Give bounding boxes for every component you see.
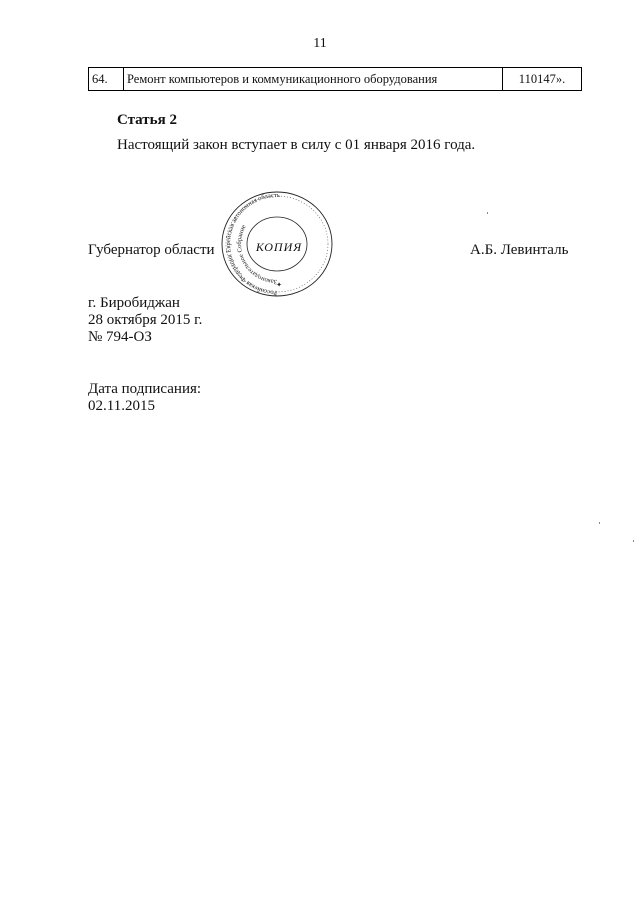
table-row — [89, 68, 582, 91]
place-block — [88, 295, 202, 346]
stamp-ring-outer: Российская Федерация Еврейская автономная область — [225, 191, 280, 297]
law-number: № 794-ОЗ — [88, 329, 152, 345]
row-code-cell: 110147». — [503, 68, 582, 91]
article-text: Настоящий закон вступает в силу с 01 января 2016 года. — [117, 137, 476, 153]
row-name-cell: Ремонт компьютеров и коммуникационного оборудования — [124, 68, 503, 91]
scan-speck — [599, 522, 600, 524]
scan-speck — [487, 212, 488, 214]
governor-name: А.Б. Левинталь — [470, 242, 569, 258]
stamp-star-icon: ✦ — [276, 281, 282, 289]
city: г. Биробиджан — [88, 295, 180, 311]
article-title: Статья 2 — [117, 112, 177, 128]
page-number: 11 — [313, 36, 327, 51]
law-table — [88, 67, 582, 91]
row-number-cell: 64. — [89, 68, 124, 91]
signing-label: Дата подписания: — [88, 381, 202, 397]
signing-date: 02.11.2015 — [88, 398, 155, 414]
official-stamp — [213, 188, 341, 300]
stamp-ring-inner: Законодательное Собрание — [236, 223, 278, 286]
scan-speck — [633, 540, 634, 542]
signing-block — [88, 381, 201, 415]
law-date: 28 октября 2015 г. — [88, 312, 203, 328]
stamp-center-text: КОПИЯ — [255, 240, 303, 254]
governor-title: Губернатор области — [88, 242, 215, 258]
